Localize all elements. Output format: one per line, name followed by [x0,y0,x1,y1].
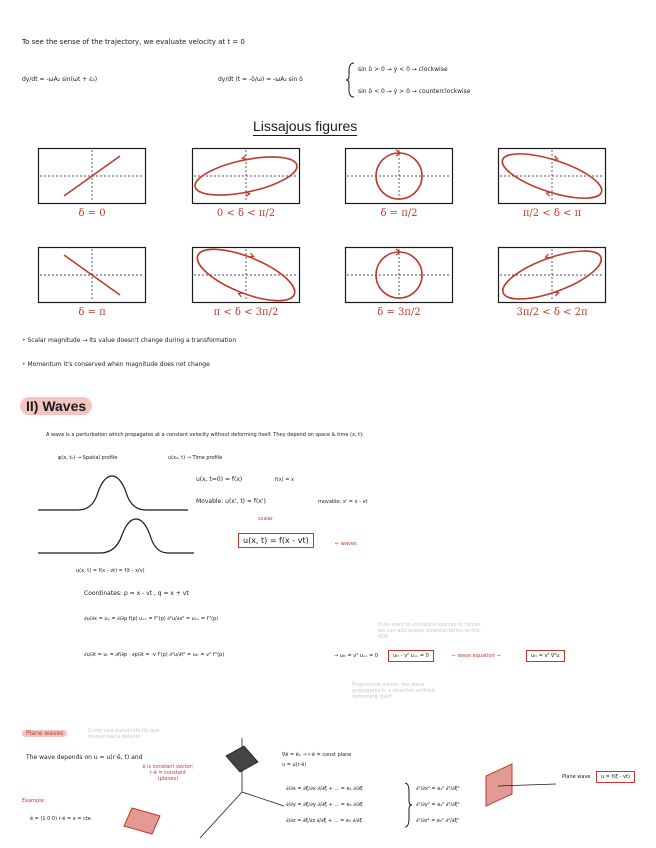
derivative-line-1: ∂/∂x = ∂ξ/∂x ∂/∂ξ + ... = e₁ ∂/∂ξ [286,786,363,792]
lissajous-title: Lissajous figures [253,118,358,134]
lissajous-label-2: 0 < δ < π/2 [216,208,276,219]
derivative-t: ∂u/∂t = uₜ = ∂f/∂p · ∂p/∂t = -v f'(p) ∂²u/∂t² = uₜₜ = v² f''(p) [84,652,225,658]
lissajous-panel-6 [192,247,300,303]
intro-equation-left: dy/dt = -ωA₂ sin(ωt + ε₂) [22,76,98,83]
lissajous-label-6: π < δ < 3π/2 [213,307,279,318]
example-vector: ê = (1 0 0) r·ê = x = cte [30,816,91,822]
derivative-line-3: ∂/∂z = ∂ξ/∂z ∂/∂ξ + ... = e₃ ∂/∂ξ [286,818,363,824]
lissajous-panel-7 [345,247,453,303]
wave-pulse-initial [38,472,188,512]
eq-initial-b: f(x) = x [275,477,294,483]
intro-sentence: To see the sense of the trajectory, we evaluate velocity at t = 0 [22,38,245,46]
plane-wave-box: u = f(ξ - vt) [596,771,635,783]
eq-movable-2: movable: x' = x - vt [318,499,368,505]
plane-faint-note: Como una pared infinita que mueve hacia delante [88,728,160,740]
wave-equation-tag: ← wave equation → [452,653,501,659]
lissajous-label-5: δ = π [78,307,106,318]
lissajous-panel-2 [192,148,300,204]
intro-case-counterclockwise: sin δ < 0 → ẏ > 0 → counterclockwise [358,88,471,95]
intro-case-clockwise: sin δ > 0 → ẏ < 0 → clockwise [358,66,448,73]
note-scalar: • Scalar magnitude → Its value doesn't change during a transformation [22,337,237,344]
derivative-line-2: ∂/∂y = ∂ξ/∂y ∂/∂ξ + ... = e₂ ∂/∂ξ [286,802,363,808]
lissajous-label-8: 3π/2 < δ < 2π [516,307,588,318]
lissajous-panel-5 [38,247,146,303]
wave-equation-box: uₜₜ - v² uₓₓ = 0 [388,650,434,662]
intro-equation-mid: dy/dt (t = -δ/ω) = -ωA₂ sin δ [218,76,303,83]
note-momentum: • Momentum it's conserved when magnitude does not change [22,361,210,368]
axes-3d-sketch [196,734,286,842]
coordinates: Coordinates: p = x - vt , q = x + vt [84,590,189,597]
lissajous-label-1: δ = 0 [78,208,106,219]
lissajous-label-3: δ = π/2 [380,208,418,219]
waves-title: II) Waves [20,398,92,414]
plane-sketch-small [122,806,164,836]
derivatives-brace-icon [404,782,412,828]
lissajous-panel-4 [498,148,606,204]
equation-chain: → uₜₜ = v² uₓₓ = 0 [334,653,378,659]
spatial-profile: ψ(x, t₀) → Spatial profile [58,455,118,461]
intro-brace-icon [346,62,356,98]
example-label: Example: [22,798,46,804]
plane-sketch-right [478,762,558,808]
scalar-tag: scalar [258,516,273,522]
plane-wave-label: Plane wave [562,774,591,780]
lissajous-panel-8 [498,247,606,303]
lissajous-label-4: π/2 < δ < π [522,208,582,219]
wave-pulse-shifted [38,515,194,555]
plane-red-note: ê is constant vector; r·ê = constant (planes) [142,764,194,782]
grad-line-2: u = u(r·ê) [282,762,307,768]
boxed-waves-tag: ← waves [335,541,357,547]
derivative-x: ∂u/∂x = uₓ = ∂/∂p f(p) uₓₓ = f''(p) ∂²u/∂x² = uₓₓ = f''(p) [84,616,219,622]
second-derivative-1: ∂²/∂x² = e₁² ∂²/∂ξ² [416,786,460,792]
plane-waves-tag: Plane waves [22,730,67,737]
eq-movable: Movable: u(x', t) = f(x') [196,498,266,505]
lissajous-label-7: δ = 3π/2 [377,307,421,318]
second-derivative-2: ∂²/∂y² = e₂² ∂²/∂ξ² [416,802,460,808]
second-derivative-3: ∂²/∂z² = e₃² ∂²/∂ξ² [416,818,460,824]
waves-definition: A wave is a perturbation which propagates at a constant velocity without deforming itself. They depend on space & time (x, t): [46,432,364,438]
plane-sentence: The wave depends on u = u(r·ê, t) and [26,754,143,761]
time-profile: u(x₀, t) → Time profile [168,455,223,461]
boxed-wave-equation: u(x, t) = f(x - vt) [238,533,314,548]
lissajous-panel-1 [38,148,146,204]
faint-note-progressive: Progressive waves: the wave propagates in a direction without deforming itself [352,682,435,700]
wave-equation-final-box: uₜₜ = v² ∇²u [526,650,565,662]
grad-line: ∇ê = ê₁ → r·ê = const plane [282,752,352,758]
faint-note-sources: If we want to introduce sources or forces, we can add proper external terms to the PDE. [378,622,482,640]
lissajous-panel-3 [345,148,453,204]
eq-initial: u(x, t=0) = f(x) [196,476,243,483]
profile-equation: u(x, t) = f(x - vt) = f(t - x/v) [76,568,145,574]
